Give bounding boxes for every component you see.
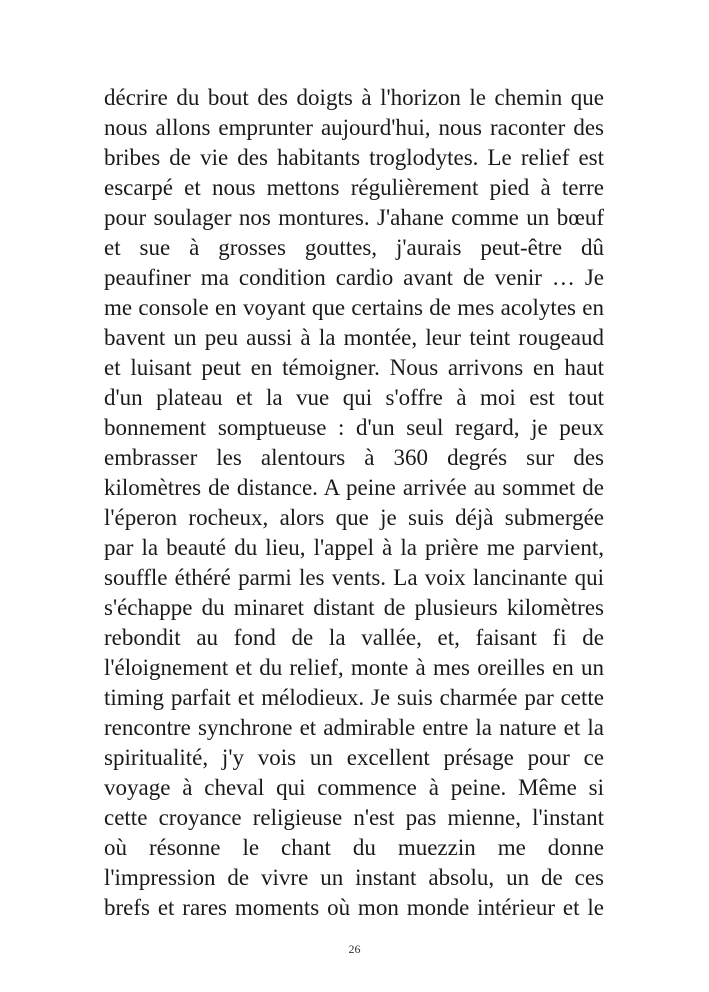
text-line: embrasser les alentours à 360 degrés sur des [104, 445, 604, 470]
text-line: cette croyance religieuse n'est pas mienne, l'instant [104, 805, 604, 830]
text-line: kilomètres de distance. A peine arrivée au sommet de [104, 475, 604, 500]
text-line: nous allons emprunter aujourd'hui, nous raconter des [104, 115, 604, 140]
text-line: bavent un peu aussi à la montée, leur teint rougeaud [104, 325, 604, 350]
body-text [104, 83, 604, 923]
text-line: voyage à cheval qui commence à peine. Même si [104, 775, 604, 800]
text-line: par la beauté du lieu, l'appel à la prière me parvient, [104, 535, 604, 560]
text-line: peaufiner ma condition cardio avant de venir … Je [104, 265, 604, 290]
text-line: et luisant peut en témoigner. Nous arrivons en haut [104, 355, 604, 380]
text-line: s'échappe du minaret distant de plusieurs kilomètres [104, 595, 604, 620]
text-line: où résonne le chant du muezzin me donne [104, 835, 604, 860]
text-line: décrire du bout des doigts à l'horizon le chemin que [104, 85, 604, 110]
text-line: et sue à grosses gouttes, j'aurais peut-être dû [104, 235, 604, 260]
text-line: d'un plateau et la vue qui s'offre à moi est tout [104, 385, 604, 410]
text-line: l'éperon rocheux, alors que je suis déjà submergée [104, 505, 604, 530]
text-line: pour soulager nos montures. J'ahane comme un bœuf [104, 205, 604, 230]
text-line: bonnement somptueuse : d'un seul regard, je peux [104, 415, 604, 440]
text-line: l'impression de vivre un instant absolu, un de ces [104, 865, 604, 890]
text-line: spiritualité, j'y vois un excellent présage pour ce [104, 745, 604, 770]
text-line: souffle éthéré parmi les vents. La voix lancinante qui [104, 565, 604, 590]
text-line: brefs et rares moments où mon monde intérieur et le [104, 895, 604, 920]
text-line: timing parfait et mélodieux. Je suis charmée par cette [104, 685, 604, 710]
text-line: rebondit au fond de la vallée, et, faisant fi de [104, 625, 604, 650]
text-line: me console en voyant que certains de mes acolytes en [104, 295, 604, 320]
page-number: 26 [348, 942, 361, 956]
text-line: l'éloignement et du relief, monte à mes oreilles en un [104, 655, 604, 680]
text-line: rencontre synchrone et admirable entre la nature et la [104, 715, 604, 740]
text-line: escarpé et nous mettons régulièrement pied à terre [104, 175, 604, 200]
text-line: bribes de vie des habitants troglodytes. Le relief est [104, 145, 604, 170]
